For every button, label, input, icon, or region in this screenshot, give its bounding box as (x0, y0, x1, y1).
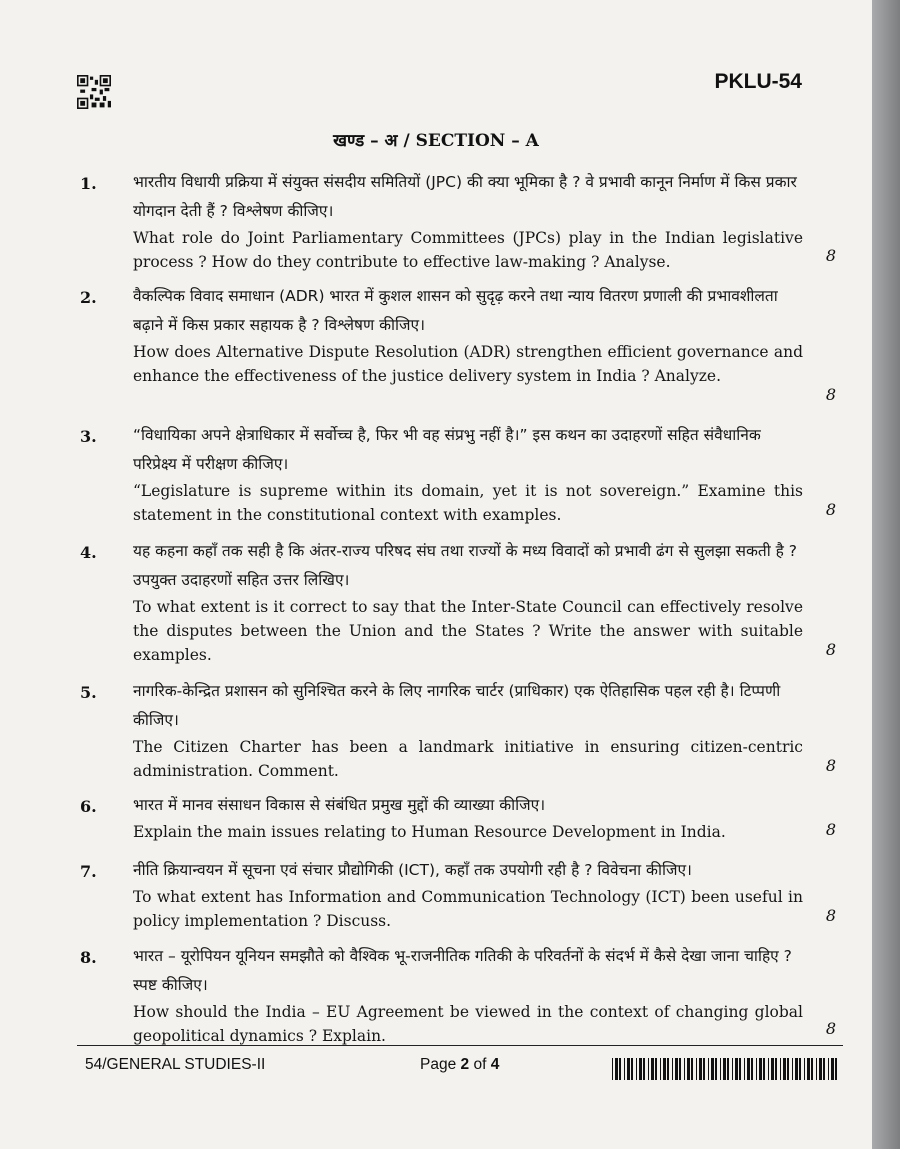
paper-name: 54/GENERAL STUDIES-II (85, 1056, 266, 1073)
question-number: 3. (80, 427, 97, 446)
page-current: 2 (460, 1056, 470, 1073)
page-of: of (473, 1056, 487, 1073)
question-english: Explain the main issues relating to Human Resource Development in India. (133, 823, 726, 841)
question-number: 4. (80, 543, 97, 562)
question-number: 6. (80, 797, 97, 816)
question-marks: 8 (825, 820, 836, 839)
question-hindi: भारत – यूरोपियन यूनियन समझौते को वैश्विक भू-राजनीतिक गतिकी के परिवर्तनों के संदर्भ में कैसे देखा जाना चाहिए ? स्पष्ट कीजिए। (133, 947, 792, 994)
question-hindi: भारत में मानव संसाधन विकास से संबंधित प्रमुख मुद्दों की व्याख्या कीजिए। (133, 796, 546, 814)
question-english: What role do Joint Parliamentary Committees (JPCs) play in the Indian legislative process ? How do they contribute to effective law-making ? Analyse. (133, 229, 803, 271)
question-hindi: वैकल्पिक विवाद समाधान (ADR) भारत में कुशल शासन को सुदृढ़ करने तथा न्याय वितरण प्रणाली की प्रभावशीलता बढ़ाने में किस प्रकार सहायक है ? विश्लेषण कीजिए। (133, 287, 778, 334)
question-hindi: “विधायिका अपने क्षेत्राधिकार में सर्वोच्च है, फिर भी वह संप्रभु नहीं है।” इस कथन का उदाहरणों सहित संवैधानिक परिप्रेक्ष्य में परीक्षण कीजिए। (133, 426, 761, 473)
question-marks: 8 (825, 500, 836, 519)
paper-code: PKLU-54 (714, 70, 802, 93)
question-number: 7. (80, 862, 97, 881)
section-title: खण्ड – अ / SECTION – A (333, 131, 539, 151)
question-number: 1. (80, 174, 97, 193)
question-number: 2. (80, 288, 97, 307)
question-hindi: भारतीय विधायी प्रक्रिया में संयुक्त संसदीय समितियों (JPC) की क्या भूमिका है ? वे प्रभावी कानून निर्माण में किस प्रकार योगदान देती हैं ? विश्लेषण कीजिए। (133, 173, 797, 220)
question-english: To what extent has Information and Communication Technology (ICT) been useful in policy implementation ? Discuss. (133, 888, 803, 930)
question-number: 8. (80, 948, 97, 967)
scan-edge (872, 0, 900, 1149)
question-marks: 8 (825, 385, 836, 404)
question-hindi: नीति क्रियान्वयन में सूचना एवं संचार प्रौद्योगिकी (ICT), कहाँ तक उपयोगी रही है ? विवेचना कीजिए। (133, 861, 692, 879)
question-marks: 8 (825, 906, 836, 925)
question-english: To what extent is it correct to say that the Inter-State Council can effectively resolve the disputes between the Union and the States ? Write the answer with suitable examples. (133, 598, 803, 664)
question-english: “Legislature is supreme within its domain, yet it is not sovereign.” Examine this statement in the constitutional context with examples. (133, 482, 803, 524)
question-english: How should the India – EU Agreement be viewed in the context of changing global geopolitical dynamics ? Explain. (133, 1003, 803, 1045)
barcode-icon (612, 1058, 842, 1080)
question-marks: 8 (825, 640, 836, 659)
question-hindi: यह कहना कहाँ तक सही है कि अंतर-राज्य परिषद संघ तथा राज्यों के मध्य विवादों को प्रभावी ढंग से सुलझा सकती है ? उपयुक्त उदाहरणों सहित उत्तर लिखिए। (133, 542, 798, 589)
question-english: The Citizen Charter has been a landmark initiative in ensuring citizen-centric administration. Comment. (133, 738, 803, 780)
question-hindi: नागरिक-केन्द्रित प्रशासन को सुनिश्चित करने के लिए नागरिक चार्टर (प्राधिकार) एक ऐतिहासिक पहल रही है। टिप्पणी कीजिए। (133, 682, 781, 729)
question-marks: 8 (825, 1019, 836, 1038)
page-number (420, 1056, 499, 1074)
qr-code-icon (77, 75, 111, 109)
page-total: 4 (490, 1056, 500, 1073)
question-english: How does Alternative Dispute Resolution (ADR) strengthen efficient governance and enhance the effectiveness of the justice delivery system in India ? Analyze. (133, 343, 803, 385)
question-number: 5. (80, 683, 97, 702)
question-marks: 8 (825, 756, 836, 775)
footer-divider (77, 1045, 843, 1046)
page-prefix: Page (420, 1056, 457, 1073)
question-marks: 8 (825, 246, 836, 265)
